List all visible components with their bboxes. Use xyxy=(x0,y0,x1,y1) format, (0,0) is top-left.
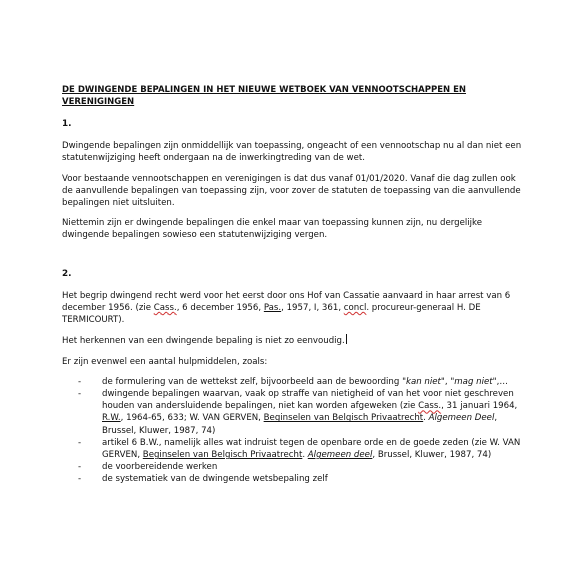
dash-bullet: - xyxy=(78,437,82,448)
text-run: . xyxy=(302,450,308,461)
text-run: Het herkennen van een dwingende bepaling is niet zo eenvoudig. xyxy=(62,336,345,347)
text-run: de systematiek van de dwingende wetsbepaling zelf xyxy=(102,474,328,485)
list-item xyxy=(62,376,522,388)
text-run: , 1957, I, 361, xyxy=(281,303,344,314)
citation-concl: concl xyxy=(343,303,367,314)
dash-bullet: - xyxy=(78,389,82,400)
text-cursor xyxy=(346,334,347,344)
text-run: artikel 6 B.W., namelijk alles wat indruist tegen de openbare orde en de goede zeden (zie W. VAN GERVEN, xyxy=(102,437,521,461)
aids-list xyxy=(62,376,522,486)
quote-mag-niet: "mag niet" xyxy=(450,376,497,387)
text-run: , 6 december 1956, xyxy=(176,303,264,314)
text-run: . procureur-generaal H. DE TERMICOURT). xyxy=(62,303,481,326)
citation-cass: Cass. xyxy=(153,303,177,314)
section-2-paragraph-2[interactable] xyxy=(62,334,522,347)
text-run: de formulering van de wettekst zelf, bijvoorbeeld aan de bewoording xyxy=(102,376,403,387)
dash-bullet: - xyxy=(78,462,82,473)
citation-rw: R.W. xyxy=(102,413,121,424)
text-run: , 1964-65, 633; W. VAN GERVEN, xyxy=(120,413,264,424)
citation-deel: Algemeen deel xyxy=(307,450,373,461)
text-run: dwingende bepalingen waarvan, vaak op straffe van nietigheid of van het voor niet geschreven houden van andersluidende bepalingen, niet kan worden afgeweken (zie xyxy=(102,389,514,412)
text-run: , Brussel, Kluwer, 1987, 74) xyxy=(372,450,492,461)
section-1-heading: 1. xyxy=(62,119,72,129)
text-run: ,… xyxy=(496,376,508,387)
section-1-paragraph-2: Voor bestaande vennootschappen en verenigingen is dat dus vanaf 01/01/2020. Vanaf die dag zullen ook de aanvullende bepalingen van toepassing zijn, voor zover de statuten de toepassing van die aanvullende bepalingen niet uitsluiten. xyxy=(62,173,521,209)
list-item xyxy=(62,473,522,485)
list-item xyxy=(62,461,522,473)
dash-bullet: - xyxy=(78,376,82,387)
dash-bullet: - xyxy=(78,474,82,485)
text-run: Het begrip dwingend recht werd voor het eerst door ons Hof van Cassatie aanvaard in haar arrest van 6 december 1956. (zie xyxy=(62,290,511,314)
document-body xyxy=(62,84,522,486)
citation-cass: Cass. xyxy=(418,401,442,412)
section-1-paragraph-1: Dwingende bepalingen zijn onmiddellijk van toepassing, ongeacht of een vennootschap nu al dan niet een statutenwijziging heeft ondergaan na de inwerkingtreding van de wet. xyxy=(62,141,522,164)
text-run: , 31 januari 1964, xyxy=(441,401,518,412)
quote-kan-niet: "kan niet" xyxy=(402,376,445,387)
list-item xyxy=(62,437,522,461)
text-run: , xyxy=(444,376,451,387)
text-run: , Brussel, Kluwer, 1987, 74) xyxy=(102,413,498,436)
list-item xyxy=(62,388,522,437)
section-2-paragraph-3: Er zijn evenwel een aantal hulpmiddelen, zoals: xyxy=(62,356,268,367)
text-run: de voorbereidende werken xyxy=(102,462,218,473)
citation-deel: Algemeen Deel xyxy=(428,413,495,424)
section-1-paragraph-3: Niettemin zijn er dwingende bepalingen die enkel maar van toepassing kunnen zijn, nu dergelijke dwingende bepalingen sowieso een statutenwijziging vergen. xyxy=(62,218,482,241)
document-title: DE DWINGENDE BEPALINGEN IN HET NIEUWE WETBOEK VAN VENNOOTSCHAPPEN EN VERENIGINGEN xyxy=(62,85,467,107)
citation-book: Beginselen van Belgisch Privaatrecht xyxy=(142,450,303,461)
citation-pas: Pas. xyxy=(263,303,282,314)
section-2-heading: 2. xyxy=(62,268,72,279)
citation-book: Beginselen van Belgisch Privaatrecht xyxy=(263,413,424,424)
text-run: . xyxy=(423,413,429,424)
section-2-paragraph-1 xyxy=(62,290,522,327)
